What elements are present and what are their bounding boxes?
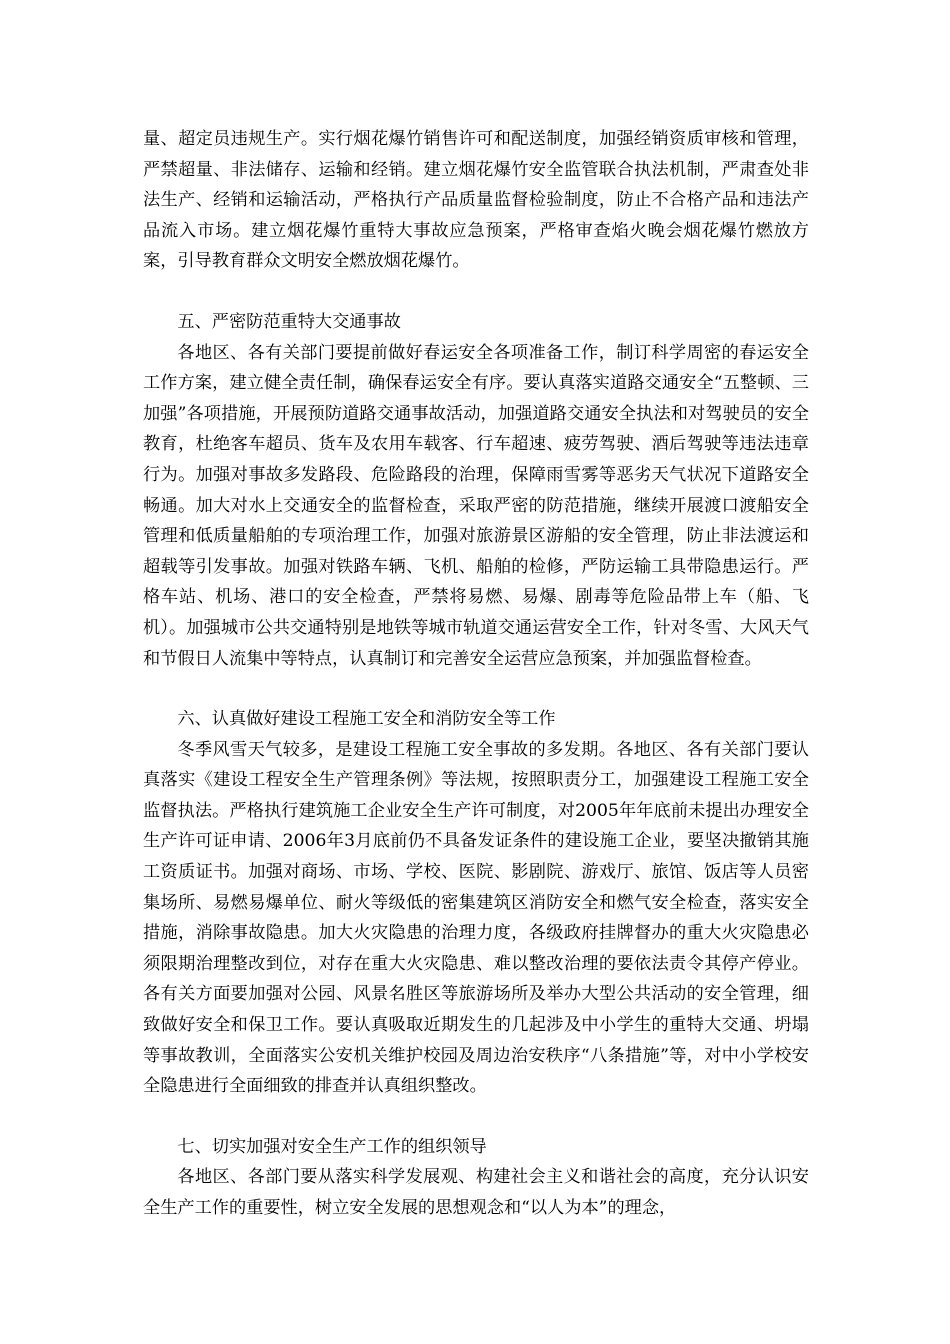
paragraph-leadership: 各地区、各部门要从落实科学发展观、构建社会主义和谐社会的高度，充分认识安全生产工作的重要性，树立安全发展的思想观念和“以人为本”的理念，	[143, 1167, 809, 1218]
paragraph-construction-fire-safety: 冬季风雪天气较多，是建设工程施工安全事故的多发期。各地区、各有关部门要认真落实《建设工程安全生产管理条例》等法规，按照职责分工，加强建设工程施工安全监督执法。严格执行建筑施工企业安全生产许可制度，对2005年年底前未提出办理安全生产许可证申请、2006年3月底前仍不具备发证条件的建设施工企业，要坚决撤销其施工资质证书。加强对商场、市场、学校、医院、影剧院、游戏厅、旅馆、饭店等人员密集场所、易燃易爆单位、耐火等级低的密集建筑区消防安全和燃气安全检查，落实安全措施，消除事故隐患。加大火灾隐患的治理力度，各级政府挂牌督办的重大火灾隐患必须限期治理整改到位，对存在重大火灾隐患、难以整改治理的要依法责令其停产停业。各有关方面要加强对公园、风景名胜区等旅游场所及举办大型公共活动的安全管理，细致做好安全和保卫工作。要认真吸取近期发生的几起涉及中小学生的重特大交通、坍塌等事故教训，全面落实公安机关维护校园及周边治安秩序“八条措施”等，对中小学校安全隐患进行全面细致的排查并认真组织整改。	[143, 739, 809, 1097]
section-heading-5: 五、严密防范重特大交通事故	[177, 311, 401, 332]
document-page	[143, 124, 809, 1224]
paragraph-fireworks-continued: 量、超定员违规生产。实行烟花爆竹销售许可和配送制度，加强经销资质审核和管理，严禁超量、非法储存、运输和经销。建立烟花爆竹安全监管联合执法机制，严肃查处非法生产、经销和运输活动，严格执行产品质量监督检验制度，防止不合格产品和违法产品流入市场。建立烟花爆竹重特大事故应急预案，严格审查焰火晚会烟花爆竹燃放方案，引导教育群众文明安全燃放烟花爆竹。	[143, 129, 809, 272]
section-heading-7: 七、切实加强对安全生产工作的组织领导	[177, 1136, 487, 1157]
paragraph-traffic-safety: 各地区、各有关部门要提前做好春运安全各项准备工作，制订科学周密的春运安全工作方案，建立健全责任制，确保春运安全有序。要认真落实道路交通安全“五整顿、三加强”各项措施，开展预防道路交通事故活动，加强道路交通安全执法和对驾驶员的安全教育，杜绝客车超员、货车及农用车载客、行车超速、疲劳驾驶、酒后驾驶等违法违章行为。加强对事故多发路段、危险路段的治理，保障雨雪雾等恶劣天气状况下道路安全畅通。加大对水上交通安全的监督检查，采取严密的防范措施，继续开展渡口渡船安全管理和低质量船舶的专项治理工作，加强对旅游景区游船的安全管理，防止非法渡运和超载等引发事故。加强对铁路车辆、飞机、船舶的检修，严防运输工具带隐患运行。严格车站、机场、港口的安全检查，严禁将易燃、易爆、剧毒等危险品带上车（船、飞机）。加强城市公共交通特别是地铁等城市轨道交通运营安全工作，针对冬雪、大风天气和节假日人流集中等特点，认真制订和完善安全运营应急预案，并加强监督检查。	[143, 342, 809, 669]
section-heading-6: 六、认真做好建设工程施工安全和消防安全等工作	[177, 709, 556, 730]
